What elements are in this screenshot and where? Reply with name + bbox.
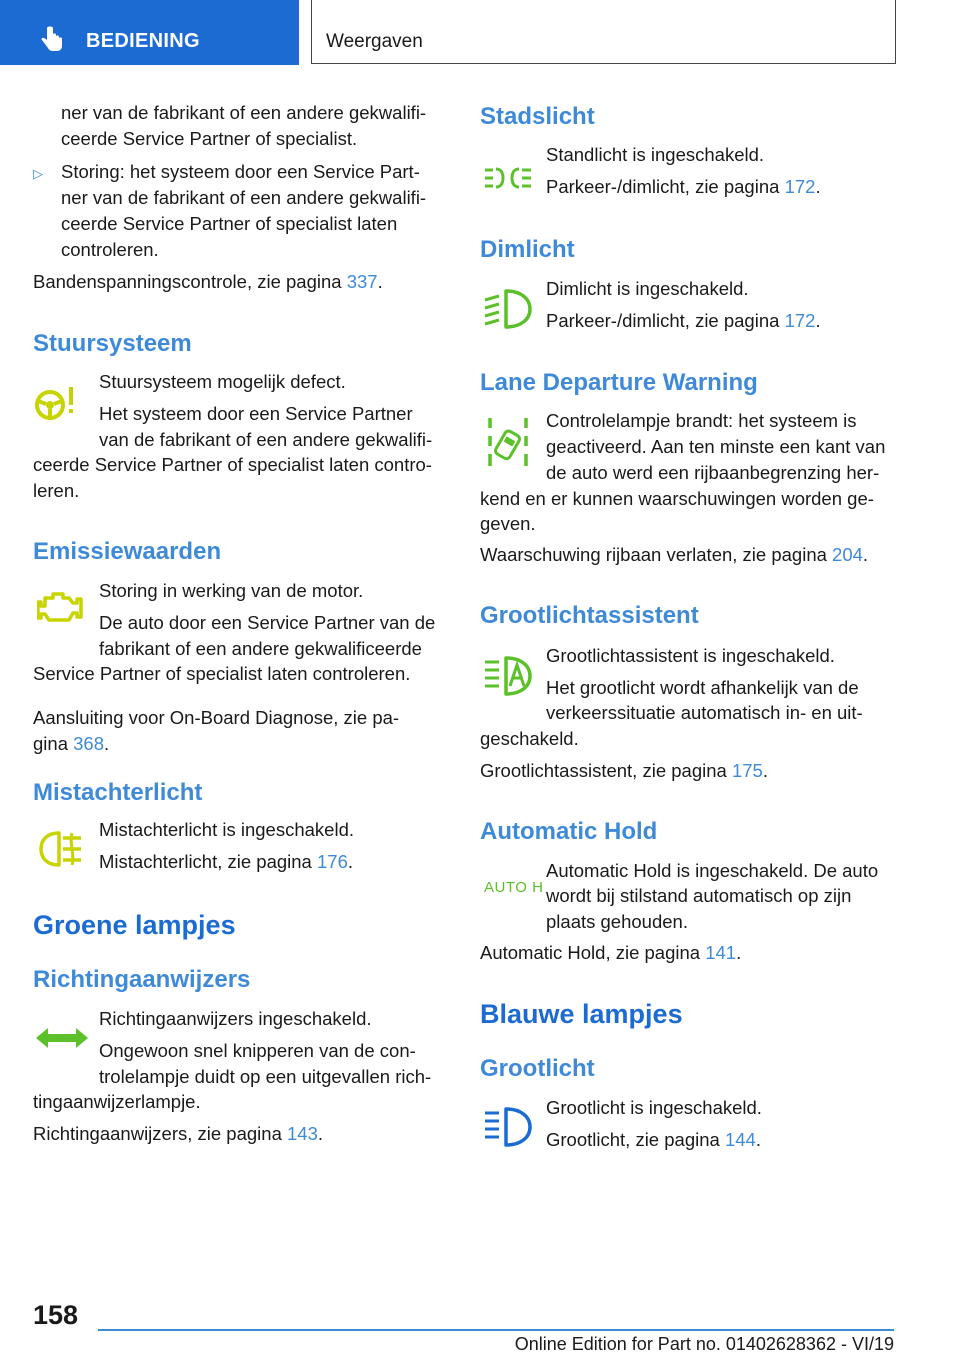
- emis-line-1: De auto door een Service Partner van de: [99, 612, 436, 633]
- gl-ref: Grootlicht, zie pagina 144.: [546, 1129, 761, 1150]
- page-link-175[interactable]: 175: [731, 760, 763, 781]
- lane-line-4: kend en er kunnen waarschuwingen worden ge-: [480, 488, 874, 509]
- auto-line-2: wordt bij stilstand automatisch op zijn: [546, 885, 852, 906]
- storing-line-2: ner van de fabrikant of een andere gekwalifi-: [61, 187, 427, 208]
- continued-text-1: ner van de fabrikant of een andere gekwalifi-: [61, 102, 427, 123]
- dim-p1: Dimlicht is ingeschakeld.: [546, 278, 749, 299]
- groot-line-3: geschakeld.: [480, 728, 579, 749]
- bandenspanning-ref: Bandenspanningscontrole, zie pagina 337.: [33, 271, 383, 292]
- page-link-176[interactable]: 176: [317, 851, 348, 872]
- aansluiting-line-1: Aansluiting voor On-Board Diagnose, zie pa-: [33, 707, 400, 728]
- heading-blauwe-lampjes: Blauwe lampjes: [480, 999, 683, 1029]
- stuur-line-3: ceerde Service Partner of specialist laten contro-: [33, 454, 432, 475]
- page-link-143[interactable]: 143: [287, 1123, 318, 1144]
- heading-mistachterlicht: Mistachterlicht: [33, 779, 203, 806]
- storing-line-3: ceerde Service Partner of specialist laten: [61, 213, 398, 234]
- high-beam-icon: [484, 1107, 532, 1147]
- engine-check-icon: [37, 590, 85, 626]
- emis-line-2: fabrikant of een andere gekwalificeerde: [99, 638, 422, 659]
- low-beam-icon: [484, 287, 532, 331]
- heading-richtingaanwijzers: Richtingaanwijzers: [33, 966, 251, 993]
- page-link-144[interactable]: 144: [724, 1129, 756, 1150]
- stads-ref: Parkeer-/dimlicht, zie pagina 172.: [546, 176, 821, 197]
- gl-p1: Grootlicht is ingeschakeld.: [546, 1097, 762, 1118]
- auto-line-3: plaats gehouden.: [546, 911, 688, 932]
- groot-line-2: verkeerssituatie automatisch in- en uit-: [546, 702, 863, 723]
- heading-lane-departure-warning: Lane Departure Warning: [480, 369, 758, 396]
- heading-grootlicht: Grootlicht: [480, 1055, 595, 1082]
- heading-emissiewaarden: Emissiewaarden: [33, 538, 222, 565]
- groot-line-1: Het grootlicht wordt afhankelijk van de: [546, 677, 859, 698]
- emis-p1: Storing in werking van de motor.: [99, 580, 364, 601]
- page-link-204[interactable]: 204: [832, 544, 863, 565]
- high-beam-assistant-icon: [484, 656, 532, 696]
- mist-ref: Mistachterlicht, zie pagina 176.: [99, 851, 354, 872]
- richt-line-1: Ongewoon snel knipperen van de con-: [99, 1040, 416, 1061]
- hand-pointer-icon: [38, 25, 66, 53]
- page-link-368[interactable]: 368: [73, 733, 104, 754]
- page-link-141[interactable]: 141: [705, 942, 737, 963]
- richt-p1: Richtingaanwijzers ingeschakeld.: [99, 1008, 372, 1029]
- continued-text-2: ceerde Service Partner of specialist.: [61, 128, 358, 149]
- storing-line-1: Storing: het systeem door een Service Part-: [61, 161, 420, 182]
- page-number: 158: [33, 1300, 79, 1330]
- lane-line-2: geactiveerd. Aan ten minste een kant van: [546, 436, 886, 457]
- auto-hold-icon: AUTO H: [484, 879, 544, 896]
- stuur-line-2: van de fabrikant of een andere gekwalifi-: [99, 429, 433, 450]
- page-link-172-b[interactable]: 172: [784, 310, 816, 331]
- stuur-p1: Stuursysteem mogelijk defect.: [99, 371, 346, 392]
- dim-ref: Parkeer-/dimlicht, zie pagina 172.: [546, 310, 821, 331]
- lane-line-1: Controlelampje brandt: het systeem is: [546, 410, 857, 431]
- parking-light-icon: [484, 166, 532, 190]
- stuur-line-4: leren.: [33, 480, 80, 501]
- heading-groene-lampjes: Groene lampjes: [33, 910, 236, 940]
- page-link-172-a[interactable]: 172: [784, 176, 816, 197]
- emis-line-3: Service Partner of specialist laten controleren.: [33, 663, 411, 684]
- storing-line-4: controleren.: [61, 239, 159, 260]
- turn-signal-icon: [35, 1025, 89, 1051]
- heading-dimlicht: Dimlicht: [480, 236, 575, 263]
- edition-text: Online Edition for Part no. 01402628362 - VI/19: [514, 1334, 894, 1354]
- groot-ref: Grootlichtassistent, zie pagina 175.: [480, 760, 768, 781]
- aansluiting-line-2: gina 368.: [33, 733, 110, 754]
- section-label: Weergaven: [326, 31, 423, 52]
- chapter-label: BEDIENING: [86, 30, 200, 52]
- richt-line-2: trolelampje duidt op een uitgevallen rich-: [99, 1066, 432, 1087]
- lane-departure-icon: [486, 416, 530, 468]
- richt-ref: Richtingaanwijzers, zie pagina 143.: [33, 1123, 324, 1144]
- heading-stuursysteem: Stuursysteem: [33, 330, 192, 357]
- bullet-triangle-icon: ▷: [33, 166, 43, 181]
- heading-stadslicht: Stadslicht: [480, 103, 595, 130]
- lane-line-3: de auto werd een rijbaanbegrenzing her-: [546, 462, 880, 483]
- section-box[interactable]: [311, 0, 896, 64]
- lane-line-5: geven.: [480, 513, 536, 534]
- steering-warning-icon: [33, 381, 77, 425]
- mist-p1: Mistachterlicht is ingeschakeld.: [99, 819, 354, 840]
- chapter-tab[interactable]: [0, 0, 299, 65]
- auto-line-1: Automatic Hold is ingeschakeld. De auto: [546, 860, 879, 881]
- stuur-line-1: Het systeem door een Service Partner: [99, 403, 413, 424]
- auto-ref: Automatic Hold, zie pagina 141.: [480, 942, 742, 963]
- groot-p1: Grootlichtassistent is ingeschakeld.: [546, 645, 835, 666]
- page-link-337[interactable]: 337: [346, 271, 378, 292]
- stads-p1: Standlicht is ingeschakeld.: [546, 144, 765, 165]
- heading-automatic-hold: Automatic Hold: [480, 818, 658, 845]
- richt-line-3: tingaanwijzerlampje.: [33, 1091, 201, 1112]
- lane-ref: Waarschuwing rijbaan verlaten, zie pagina 204.: [480, 544, 869, 565]
- rear-fog-light-icon: [37, 829, 87, 869]
- footer-divider: [98, 1329, 894, 1331]
- heading-grootlichtassistent: Grootlichtassistent: [480, 602, 699, 629]
